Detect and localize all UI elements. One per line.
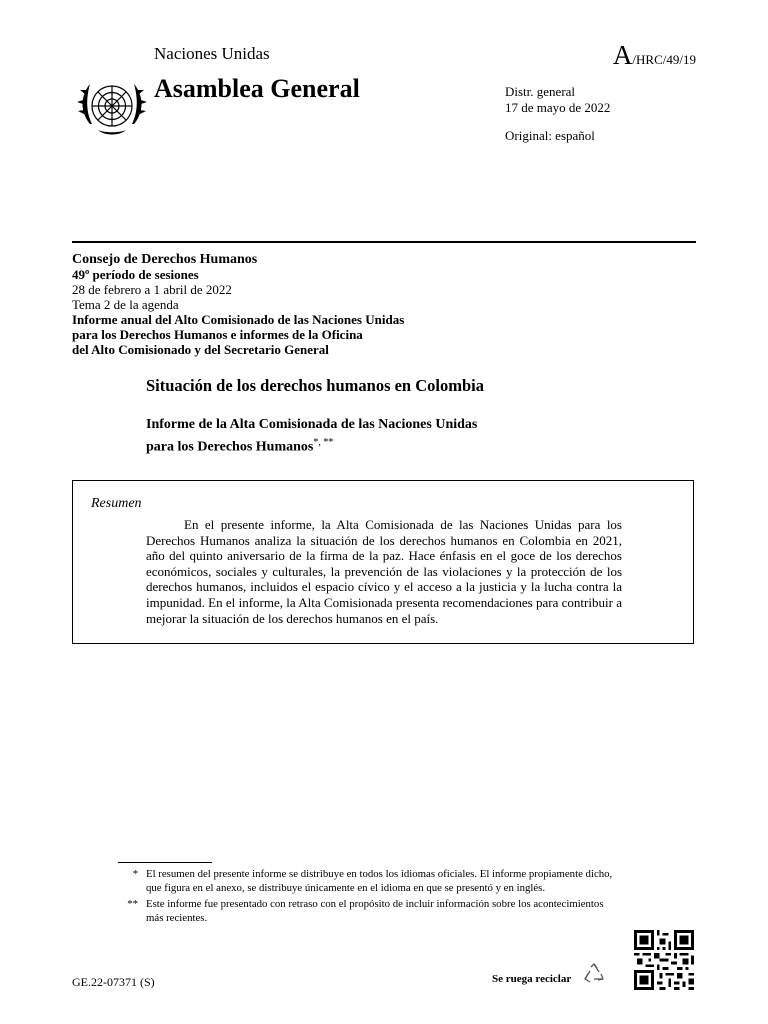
footnote-text: El resumen del presente informe se distribuye en todos los idiomas oficiales. El informe propiamente dicho, que figura en el anexo, se distribuye únicamente en el idioma en que se presentó y en inglés.	[146, 868, 613, 894]
council-name: Consejo de Derechos Humanos	[72, 252, 258, 267]
qr-code-icon	[634, 930, 694, 990]
report-subtitle-line-2: para los Derechos Humanos	[146, 439, 314, 455]
issue-date: 17 de mayo de 2022	[505, 100, 611, 115]
recycle-notice: Se ruega reciclar	[492, 973, 572, 985]
agenda-item: Tema 2 de la agenda	[72, 297, 179, 312]
report-title: Situación de los derechos humanos en Colombia	[146, 376, 484, 395]
document-symbol	[613, 42, 696, 69]
un-emblem-icon	[74, 70, 150, 146]
report-subtitle	[146, 416, 477, 457]
summary-heading: Resumen	[91, 496, 142, 511]
header-divider	[72, 241, 696, 243]
organization-name: Naciones Unidas	[154, 44, 270, 63]
agenda-title-line-1: Informe anual del Alto Comisionado de las Naciones Unidas	[72, 312, 405, 327]
council-block	[72, 252, 404, 357]
session-dates: 28 de febrero a 1 abril de 2022	[72, 282, 232, 297]
footnote-text: Este informe fue presentado con retraso con el propósito de incluir información sobre los acontecimientos más recientes.	[146, 898, 604, 924]
document-code: GE.22-07371 (S)	[72, 975, 155, 989]
footnote-mark: **	[127, 898, 138, 910]
agenda-title-line-2: para los Derechos Humanos e informes de la Oficina	[72, 327, 363, 342]
original-language: Original: español	[505, 128, 595, 143]
assembly-title: Asamblea General	[154, 74, 360, 103]
footnote-mark: *	[132, 868, 138, 880]
distribution-type: Distr. general	[505, 84, 576, 99]
document-symbol-letter: A	[612, 40, 633, 70]
distribution-block	[505, 84, 610, 116]
agenda-title-line-3: del Alto Comisionado y del Secretario General	[72, 342, 329, 357]
session-number: 49º período de sesiones	[72, 267, 199, 282]
recycle-icon	[582, 962, 606, 986]
summary-text: En el presente informe, la Alta Comisionada de las Naciones Unidas para los Derechos Humanos analiza la situación de los derechos humanos en Colombia en 2021, año del quinto aniversario de la firma de la paz. Hace énfasis en el goce de los derechos económicos, sociales y culturales, la prevención de las violaciones y la protección de los derechos humanos, incluidos el espacio cívico y el acceso a la justicia y la lucha contra la impunidad. En el informe, la Alta Comisionada presenta recomendaciones para contribuir a mejorar la situación de los derechos humanos en el país.	[146, 517, 622, 626]
footnote-divider	[118, 862, 212, 863]
report-subtitle-line-1: Informe de la Alta Comisionada de las Naciones Unidas	[146, 417, 478, 432]
footnote-markers: *, **	[313, 437, 334, 448]
document-symbol-number: /HRC/49/19	[632, 52, 696, 67]
